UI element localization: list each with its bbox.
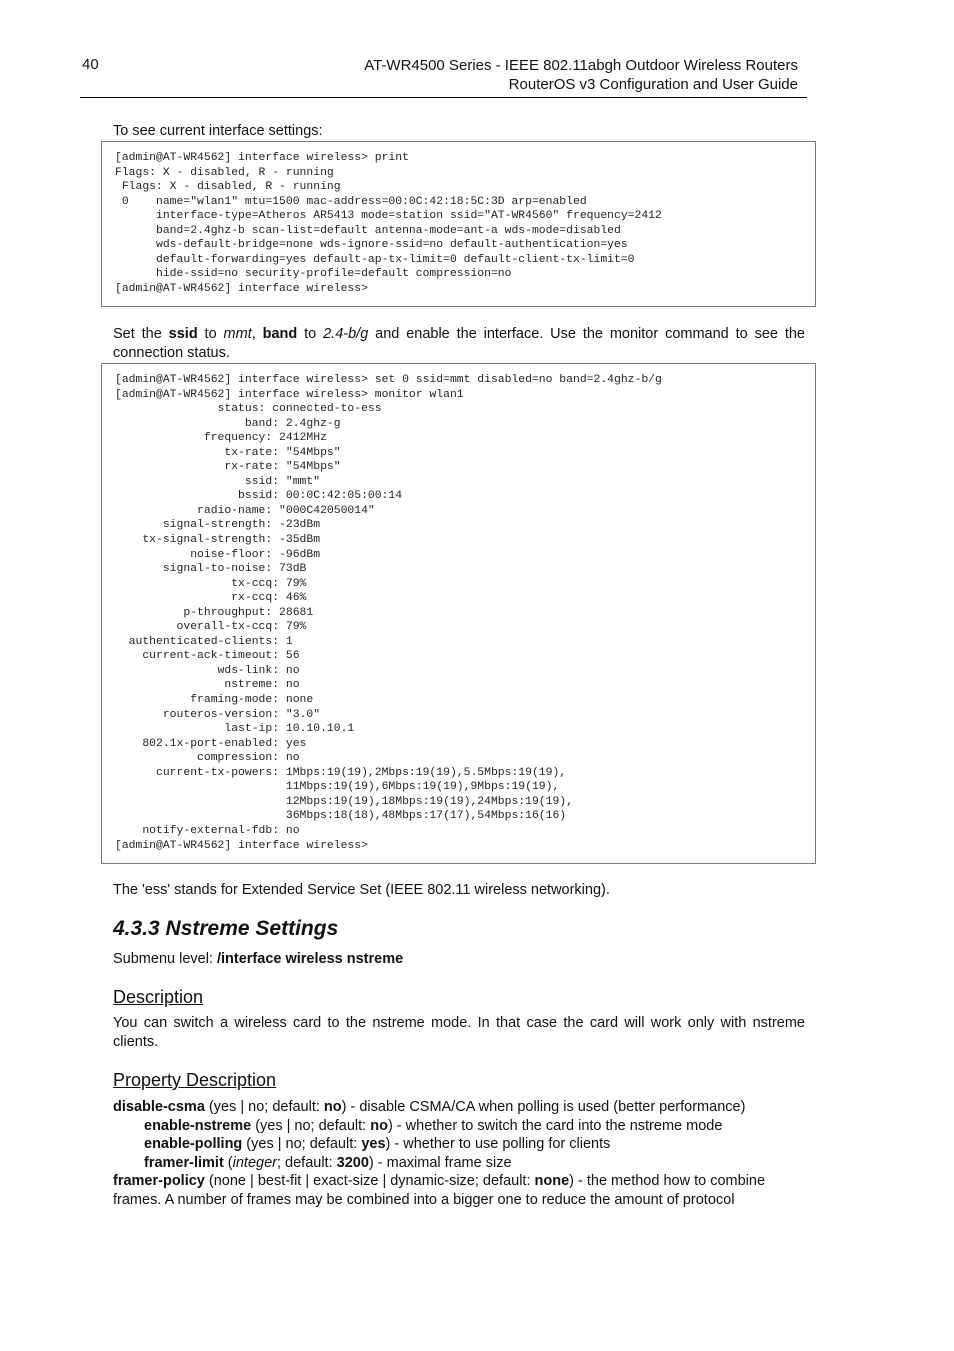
property-description-heading: Property Description [113, 1070, 277, 1090]
code-print-text: [admin@AT-WR4562] interface wireless> print Flags: X - disabled, R - running Flags: X - disabled, R - running 0 name="wlan1" mtu=1500 mac-address=00:0C:42:18:5C:3D arp=enabled interface-type=Atheros AR5413 mode=station ssid="AT-WR4560" frequency=2412 band=2.4ghz-b scan-list=default antenna-mode=ant-a wds-mode=disabled wds-default-bridge=none wds-ignore-ssid=no default-authentication=yes default-forwarding=yes default-ap-tx-limit=0 default-client-tx-limit=0 hide-ssid=no security-profile=default compression=no [admin@AT-WR4562] interface wireless> [115, 152, 662, 295]
code-monitor-text: [admin@AT-WR4562] interface wireless> set 0 ssid=mmt disabled=no band=2.4ghz-b/g [admin@AT-WR4562] interface wireless> monitor wlan1 status: connected-to-ess band: 2.4ghz-g frequency: 2412MHz tx-rate: "54Mbps" rx-rate: "54Mbps" ssid: "mmt" bssid: 00:0C:42:05:00:14 radio-name: "000C42050014" signal-strength: -23dBm tx-signal-strength: -35dBm noise-floor: -96dBm signal-to-noise: 73dB tx-ccq: 79% rx-ccq: 46% p-throughput: 28681 overall-tx-ccq: 79% authenticated-clients: 1 current-ack-timeout: 56 wds-link: no nstreme: no framing-mode: none routeros-version: "3.0" last-ip: 10.10.10.1 802.1x-port-enabled: yes compression: no current-tx-powers: 1Mbps:19(19),2Mbps:19(19),5.5Mbps:19(19), 11Mbps:19(19),6Mbps:19(19),9Mbps:19(19), 12Mbps:19(19),18Mbps:19(19),24Mbps:19(19), 36Mbps:18(18),48Mbps:17(17),54Mbps:16(16) notify-external-fdb: no [admin@AT-WR4562] interface wireless> [115, 374, 662, 852]
property-list [113, 1098, 805, 1210]
description-heading: Description [113, 987, 204, 1007]
property-enable-nstreme: enable-nstreme (yes | no; default: no) - whether to switch the card into the nstreme mode [144, 1117, 723, 1134]
property-framer-policy: framer-policy (none | best-fit | exact-size | dynamic-size; default: none) - the method how to combine frames. A number of frames may be combined into a bigger one to reduce the amount of protocol [113, 1173, 766, 1208]
property-framer-limit: framer-limit (integer; default: 3200) - maximal frame size [144, 1154, 512, 1171]
header-title-line2: RouterOS v3 Configuration and User Guide [508, 76, 798, 93]
header-divider [80, 97, 807, 98]
section-title: 4.3.3 Nstreme Settings [113, 917, 339, 940]
code-block-monitor [101, 363, 816, 864]
submenu-level: Submenu level: /interface wireless nstreme [113, 951, 404, 967]
running-header [364, 56, 798, 94]
instruction-paragraph: Set the ssid to mmt, band to 2.4-b/g and enable the interface. Use the monitor command to see the connection status. [113, 326, 805, 361]
property-enable-polling: enable-polling (yes | no; default: yes) - whether to use polling for clients [144, 1136, 611, 1153]
page-number: 40 [82, 56, 99, 73]
code-block-print [101, 141, 816, 307]
header-title-line1: AT-WR4500 Series - IEEE 802.11abgh Outdoor Wireless Routers [364, 57, 798, 74]
intro-text: To see current interface settings: [113, 123, 323, 139]
description-text: You can switch a wireless card to the nstreme mode. In that case the card will work only with nstreme clients. [113, 1015, 805, 1050]
property-disable-csma: disable-csma (yes | no; default: no) - disable CSMA/CA when polling is used (better performance) [113, 1099, 746, 1115]
ess-note: The 'ess' stands for Extended Service Set (IEEE 802.11 wireless networking). [113, 882, 610, 898]
